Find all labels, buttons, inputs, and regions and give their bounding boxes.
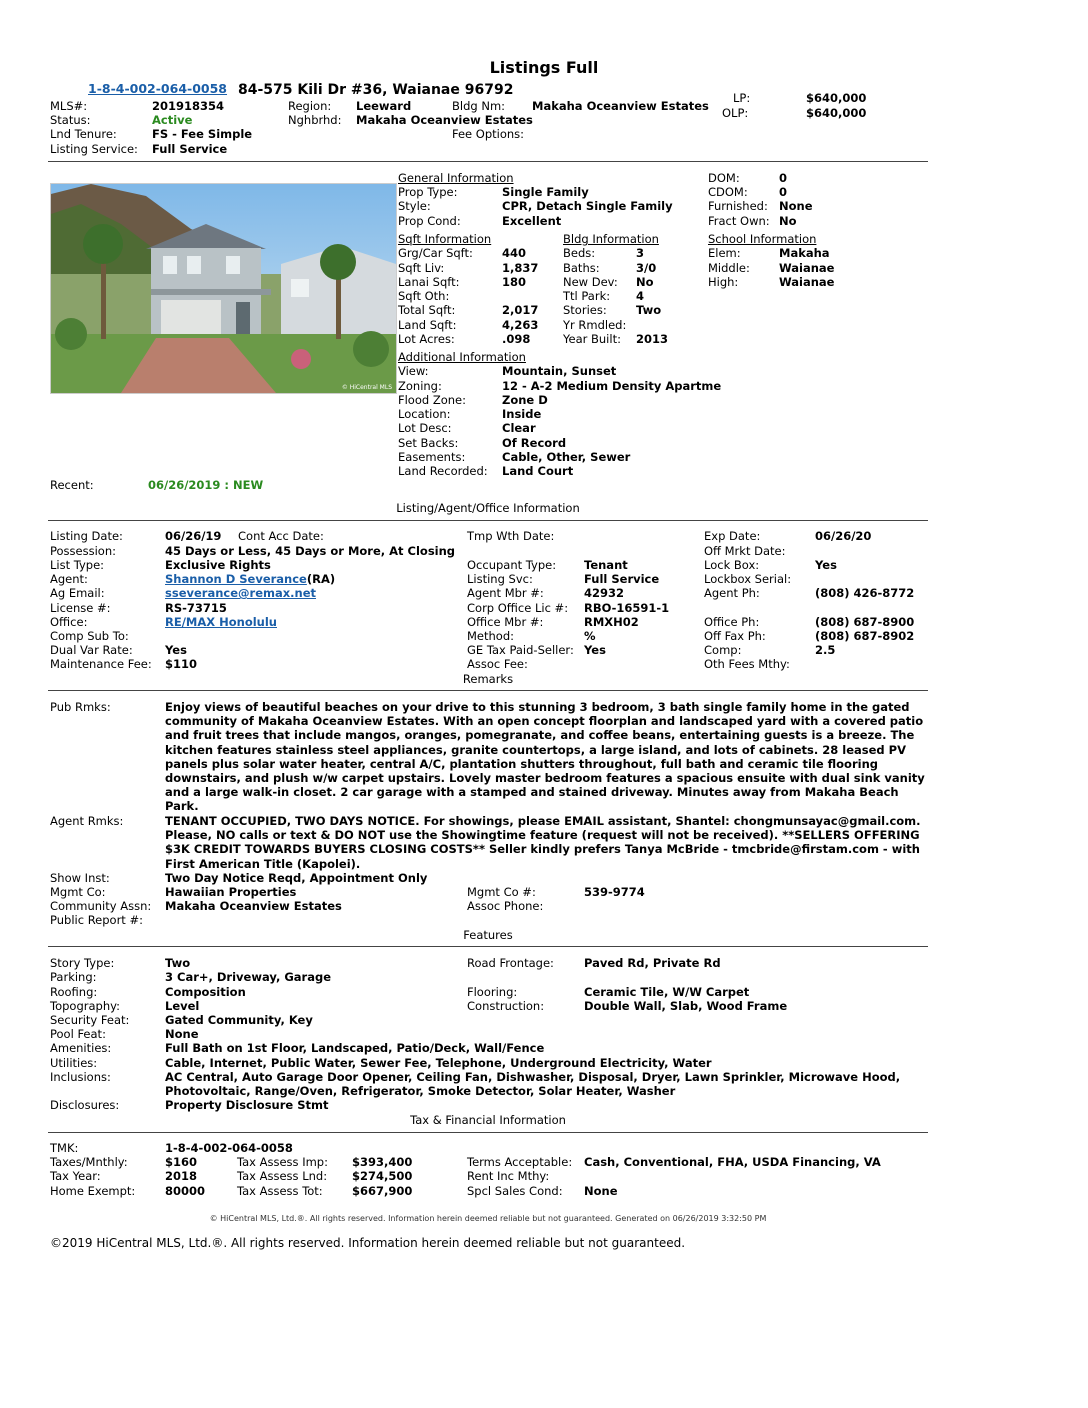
- mgmt-co-no-value: 539-9774: [584, 885, 645, 899]
- header-divider: [48, 161, 928, 162]
- property-address: 84-575 Kili Dr #36, Waianae 96792: [238, 82, 514, 98]
- show-inst-label: Show Inst:: [50, 871, 110, 885]
- footer-generated: © HiCentral MLS, Ltd.®. All rights reserved. Information herein deemed reliable but not guaranteed. Generated on 06/26/2019 3:32:50 PM: [209, 1214, 767, 1223]
- disclosures-label: Disclosures:: [50, 1098, 120, 1112]
- tax-assess-lnd-value: $274,500: [352, 1169, 413, 1183]
- dom-label: DOM:: [708, 171, 740, 185]
- terms-label: Terms Acceptable:: [467, 1155, 573, 1169]
- assoc-fee-label: Assoc Fee:: [467, 657, 528, 671]
- community-assn-value: Makaha Oceanview Estates: [165, 899, 342, 913]
- roofing-value: Composition: [165, 985, 246, 999]
- bldg-label: Yr Rmdled:: [563, 318, 627, 332]
- olp-label: OLP:: [722, 106, 749, 120]
- additional-value: Inside: [502, 407, 542, 421]
- tax-assess-tot-label: Tax Assess Tot:: [237, 1184, 323, 1198]
- style-label: Style:: [398, 199, 431, 213]
- tax-assess-tot-value: $667,900: [352, 1184, 413, 1198]
- tax-assess-lnd-label: Tax Assess Lnd:: [237, 1169, 328, 1183]
- flooring-label: Flooring:: [467, 985, 518, 999]
- home-exempt-label: Home Exempt:: [50, 1184, 136, 1198]
- tmp-wth-date-label: Tmp Wth Date:: [467, 529, 555, 543]
- agent-link[interactable]: Shannon D Severance: [165, 572, 307, 586]
- tenure-label: Lnd Tenure:: [50, 127, 117, 141]
- tmk-label: TMK:: [50, 1141, 79, 1155]
- bldg-value: Two: [636, 303, 662, 317]
- parking-value: 3 Car+, Driveway, Garage: [165, 970, 332, 984]
- oth-fees-label: Oth Fees Mthy:: [704, 657, 790, 671]
- status-value: Active: [152, 113, 193, 127]
- lp-value: $640,000: [806, 91, 867, 105]
- prop-type-label: Prop Type:: [398, 185, 458, 199]
- fract-own-label: Fract Own:: [708, 214, 770, 228]
- story-type-value: Two: [165, 956, 191, 970]
- school-label: Middle:: [708, 261, 750, 275]
- listing-date-label: Listing Date:: [50, 529, 123, 543]
- sqft-label: Sqft Oth:: [398, 289, 450, 303]
- public-report-label: Public Report #:: [50, 913, 143, 927]
- dual-var-rate-value: Yes: [165, 643, 187, 657]
- utilities-label: Utilities:: [50, 1056, 98, 1070]
- sqft-label: Sqft Liv:: [398, 261, 445, 275]
- office-ph-label: Office Ph:: [704, 615, 760, 629]
- additional-value: 12 - A-2 Medium Density Apartme: [502, 379, 722, 393]
- community-assn-label: Community Assn:: [50, 899, 152, 913]
- flooring-value: Ceramic Tile, W/W Carpet: [584, 985, 750, 999]
- off-fax-ph-value: (808) 687-8902: [815, 629, 915, 643]
- recent-value: 06/26/2019 : NEW: [148, 478, 264, 492]
- office-mbr-label: Office Mbr #:: [467, 615, 544, 629]
- prop-type-value: Single Family: [502, 185, 589, 199]
- nghbrhd-value: Makaha Oceanview Estates: [356, 113, 533, 127]
- additional-label: Flood Zone:: [398, 393, 466, 407]
- office-ph-value: (808) 687-8900: [815, 615, 915, 629]
- list-type-label: List Type:: [50, 558, 105, 572]
- fract-own-value: No: [779, 214, 797, 228]
- bldg-label: Ttl Park:: [563, 289, 611, 303]
- roofing-label: Roofing:: [50, 985, 98, 999]
- ag-email-label: Ag Email:: [50, 586, 105, 600]
- school-value: Makaha: [779, 246, 830, 260]
- additional-value: Of Record: [502, 436, 567, 450]
- cdom-label: CDOM:: [708, 185, 748, 199]
- bldg-label: Stories:: [563, 303, 607, 317]
- sqft-value: 180: [502, 275, 527, 289]
- bldg-value: 3: [636, 246, 645, 260]
- road-frontage-value: Paved Rd, Private Rd: [584, 956, 721, 970]
- section-heading-remarks: Remarks: [462, 672, 514, 686]
- additional-label: Easements:: [398, 450, 466, 464]
- additional-value: Mountain, Sunset: [502, 364, 617, 378]
- lock-box-value: Yes: [815, 558, 837, 572]
- tenure-value: FS - Fee Simple: [152, 127, 253, 141]
- photo-watermark: © HiCentral MLS: [341, 384, 392, 391]
- sqft-label: Total Sqft:: [398, 303, 456, 317]
- service-label: Listing Service:: [50, 142, 138, 156]
- method-value: %: [584, 629, 596, 643]
- possession-label: Possession:: [50, 544, 116, 558]
- topography-label: Topography:: [50, 999, 120, 1013]
- bldg-info-heading: Bldg Information: [563, 232, 659, 246]
- additional-label: Location:: [398, 407, 451, 421]
- dom-value: 0: [779, 171, 788, 185]
- agent-email-link[interactable]: sseverance@remax.net: [165, 586, 317, 600]
- additional-label: Lot Desc:: [398, 421, 452, 435]
- maintenance-fee-label: Maintenance Fee:: [50, 657, 152, 671]
- listing-divider: [48, 520, 928, 521]
- sqft-label: Grg/Car Sqft:: [398, 246, 473, 260]
- parking-label: Parking:: [50, 970, 97, 984]
- bldg-label: Baths:: [563, 261, 600, 275]
- additional-label: View:: [398, 364, 429, 378]
- additional-label: Land Recorded:: [398, 464, 488, 478]
- construction-value: Double Wall, Slab, Wood Frame: [584, 999, 788, 1013]
- additional-value: Zone D: [502, 393, 548, 407]
- amenities-label: Amenities:: [50, 1041, 112, 1055]
- mgmt-co-value: Hawaiian Properties: [165, 885, 297, 899]
- spcl-sales-label: Spcl Sales Cond:: [467, 1184, 563, 1198]
- agent-ph-value: (808) 426-8772: [815, 586, 915, 600]
- construction-label: Construction:: [467, 999, 545, 1013]
- tax-assess-imp-value: $393,400: [352, 1155, 413, 1169]
- lp-label: LP:: [733, 91, 751, 105]
- tax-year-label: Tax Year:: [50, 1169, 101, 1183]
- pub-remarks-label: Pub Rmks:: [50, 700, 111, 714]
- inclusions-label: Inclusions:: [50, 1070, 111, 1084]
- style-value: CPR, Detach Single Family: [502, 199, 673, 213]
- bldg-label: Beds:: [563, 246, 596, 260]
- additional-value: Cable, Other, Sewer: [502, 450, 631, 464]
- list-type-value: Exclusive Rights: [165, 558, 271, 572]
- sqft-value: .098: [502, 332, 531, 346]
- school-info-heading: School Information: [708, 232, 817, 246]
- sqft-info-heading: Sqft Information: [398, 232, 492, 246]
- security-label: Security Feat:: [50, 1013, 130, 1027]
- possession-value: 45 Days or Less, 45 Days or More, At Closing: [165, 544, 456, 558]
- license-label: License #:: [50, 601, 111, 615]
- agent-ph-label: Agent Ph:: [704, 586, 760, 600]
- dual-var-rate-label: Dual Var Rate:: [50, 643, 133, 657]
- furnished-value: None: [779, 199, 813, 213]
- agent-mbr-value: 42932: [584, 586, 625, 600]
- tmk-link[interactable]: 1-8-4-002-064-0058: [88, 81, 228, 96]
- off-fax-ph-label: Off Fax Ph:: [704, 629, 766, 643]
- cont-acc-date-label: Cont Acc Date:: [238, 529, 324, 543]
- ge-tax-label: GE Tax Paid-Seller:: [467, 643, 574, 657]
- section-heading-listing: Listing/Agent/Office Information: [396, 501, 580, 515]
- lockbox-serial-label: Lockbox Serial:: [704, 572, 792, 586]
- status-label: Status:: [50, 113, 91, 127]
- occupant-type-label: Occupant Type:: [467, 558, 557, 572]
- bldg-label: Bldg Nm:: [452, 99, 506, 113]
- taxes-label: Taxes/Mnthly:: [50, 1155, 128, 1169]
- story-type-label: Story Type:: [50, 956, 115, 970]
- school-label: High:: [708, 275, 739, 289]
- bldg-value: Makaha Oceanview Estates: [532, 99, 709, 113]
- office-mbr-value: RMXH02: [584, 615, 639, 629]
- license-value: RS-73715: [165, 601, 227, 615]
- home-exempt-value: 80000: [165, 1184, 206, 1198]
- taxes-value: $160: [165, 1155, 198, 1169]
- amenities-value: Full Bath on 1st Floor, Landscaped, Patio/Deck, Wall/Fence: [165, 1041, 545, 1055]
- general-info-heading: General Information: [398, 171, 514, 185]
- office-label: Office:: [50, 615, 88, 629]
- comp-sub-to-label: Comp Sub To:: [50, 629, 129, 643]
- sqft-value: 440: [502, 246, 527, 260]
- tax-assess-imp-label: Tax Assess Imp:: [237, 1155, 328, 1169]
- occupant-type-value: Tenant: [584, 558, 628, 572]
- agent-mbr-label: Agent Mbr #:: [467, 586, 544, 600]
- sqft-value: 2,017: [502, 303, 539, 317]
- mls-number: 201918354: [152, 99, 225, 113]
- spcl-sales-value: None: [584, 1184, 618, 1198]
- agent-field: [165, 572, 335, 586]
- road-frontage-label: Road Frontage:: [467, 956, 554, 970]
- pub-remarks-text: Enjoy views of beautiful beaches on your drive to this stunning 3 bedroom, 3 bath single family home in the gated community of Makaha Oceanview Estates. With an open concept floorplan and landscaped yard with a covered patio and fruit trees that include mangos, oranges, pomegranate, and coffee beans, entertaining guests is a breeze. The kitchen features stainless steel appliances, granite countertops, a large island, and lots of cabinets. 28 leased PV panels plus solar water heater, central A/C, plantation shutters throughout, full bath and ceramic tile flooring downstairs, and plush w/w carpet upstairs. Lovely master bedroom features a spacious ensuite with dual sink vanity and a large walk-in closet. 2 car garage with a stamped and stained driveway. Minutes away from Makaha Beach Park.: [165, 700, 925, 814]
- topography-value: Level: [165, 999, 200, 1013]
- method-label: Method:: [467, 629, 515, 643]
- additional-label: Zoning:: [398, 379, 442, 393]
- pool-label: Pool Feat:: [50, 1027, 106, 1041]
- corp-office-lic-value: RBO-16591-1: [584, 601, 670, 615]
- region-value: Leeward: [356, 99, 412, 113]
- additional-info-heading: Additional Information: [398, 350, 526, 364]
- show-inst-value: Two Day Notice Reqd, Appointment Only: [165, 871, 428, 885]
- mgmt-co-no-label: Mgmt Co #:: [467, 885, 536, 899]
- mls-label: MLS#:: [50, 99, 88, 113]
- prop-cond-value: Excellent: [502, 214, 562, 228]
- page-title: Listings Full: [489, 58, 599, 77]
- section-heading-tax: Tax & Financial Information: [410, 1113, 566, 1127]
- additional-value: Clear: [502, 421, 536, 435]
- additional-value: Land Court: [502, 464, 574, 478]
- sqft-label: Lanai Sqft:: [398, 275, 460, 289]
- off-mrkt-date-label: Off Mrkt Date:: [704, 544, 786, 558]
- maintenance-fee-value: $110: [165, 657, 198, 671]
- property-photo: [50, 183, 397, 394]
- bldg-label: Year Built:: [563, 332, 621, 346]
- sqft-value: 1,837: [502, 261, 539, 275]
- olp-value: $640,000: [806, 106, 867, 120]
- bldg-value: 3/0: [636, 261, 657, 275]
- school-label: Elem:: [708, 246, 741, 260]
- remarks-divider: [48, 690, 928, 691]
- pool-value: None: [165, 1027, 199, 1041]
- terms-value: Cash, Conventional, FHA, USDA Financing, VA: [584, 1155, 881, 1169]
- sqft-label: Lot Acres:: [398, 332, 455, 346]
- fee-options-label: Fee Options:: [452, 127, 525, 141]
- sqft-value: 4,263: [502, 318, 539, 332]
- bldg-value: No: [636, 275, 654, 289]
- agent-remarks-text: TENANT OCCUPIED, TWO DAYS NOTICE. For showings, please EMAIL assistant, Shantel: chongmunsayac@gmail.com. Please, NO calls or text & DO NOT use the Showingtime feature (request will not be received). **SELLERS OFFERING $3K CREDIT TOWARDS BUYERS CLOSING COSTS** Seller kindly prefers Tanya McBride - tmcbride@firstam.com - with First American Title (Kapolei).: [165, 814, 921, 871]
- school-value: Waianae: [779, 261, 835, 275]
- comp-value: 2.5: [815, 643, 836, 657]
- agent-remarks-label: Agent Rmks:: [50, 814, 124, 828]
- footer-copyright: ©2019 HiCentral MLS, Ltd.®. All rights reserved. Information herein deemed reliable but not guaranteed.: [50, 1236, 686, 1250]
- inclusions-value: AC Central, Auto Garage Door Opener, Ceiling Fan, Dishwasher, Disposal, Dryer, Lawn Sprinkler, Microwave Hood, Photovoltaic, Range/Oven, Refrigerator, Smoke Detector, Solar Heater, Washer: [165, 1070, 901, 1099]
- section-heading-features: Features: [463, 928, 513, 942]
- recent-label: Recent:: [50, 478, 94, 492]
- agent-label: Agent:: [50, 572, 88, 586]
- assoc-phone-label: Assoc Phone:: [467, 899, 544, 913]
- furnished-label: Furnished:: [708, 199, 768, 213]
- security-value: Gated Community, Key: [165, 1013, 313, 1027]
- cdom-value: 0: [779, 185, 788, 199]
- prop-cond-label: Prop Cond:: [398, 214, 461, 228]
- bldg-value: 4: [636, 289, 645, 303]
- mgmt-co-label: Mgmt Co:: [50, 885, 106, 899]
- office-link[interactable]: RE/MAX Honolulu: [165, 615, 277, 629]
- listing-date-value: 06/26/19: [165, 529, 222, 543]
- features-divider: [48, 946, 928, 947]
- listing-svc-label: Listing Svc:: [467, 572, 533, 586]
- tax-year-value: 2018: [165, 1169, 198, 1183]
- region-label: Region:: [288, 99, 332, 113]
- nghbrhd-label: Nghbrhd:: [288, 113, 342, 127]
- lock-box-label: Lock Box:: [704, 558, 760, 572]
- disclosures-value: Property Disclosure Stmt: [165, 1098, 329, 1112]
- exp-date-value: 06/26/20: [815, 529, 872, 543]
- bldg-label: New Dev:: [563, 275, 618, 289]
- comp-label: Comp:: [704, 643, 742, 657]
- listing-svc-value: Full Service: [584, 572, 660, 586]
- ge-tax-value: Yes: [584, 643, 606, 657]
- agent-designation: (RA): [306, 572, 336, 586]
- tmk-value: 1-8-4-002-064-0058: [165, 1141, 293, 1155]
- tax-divider: [48, 1132, 928, 1133]
- bldg-value: 2013: [636, 332, 669, 346]
- exp-date-label: Exp Date:: [704, 529, 761, 543]
- service-value: Full Service: [152, 142, 228, 156]
- corp-office-lic-label: Corp Office Lic #:: [467, 601, 569, 615]
- rent-inc-label: Rent Inc Mthy:: [467, 1169, 550, 1183]
- sqft-label: Land Sqft:: [398, 318, 457, 332]
- additional-label: Set Backs:: [398, 436, 459, 450]
- utilities-value: Cable, Internet, Public Water, Sewer Fee, Telephone, Underground Electricity, Water: [165, 1056, 712, 1070]
- school-value: Waianae: [779, 275, 835, 289]
